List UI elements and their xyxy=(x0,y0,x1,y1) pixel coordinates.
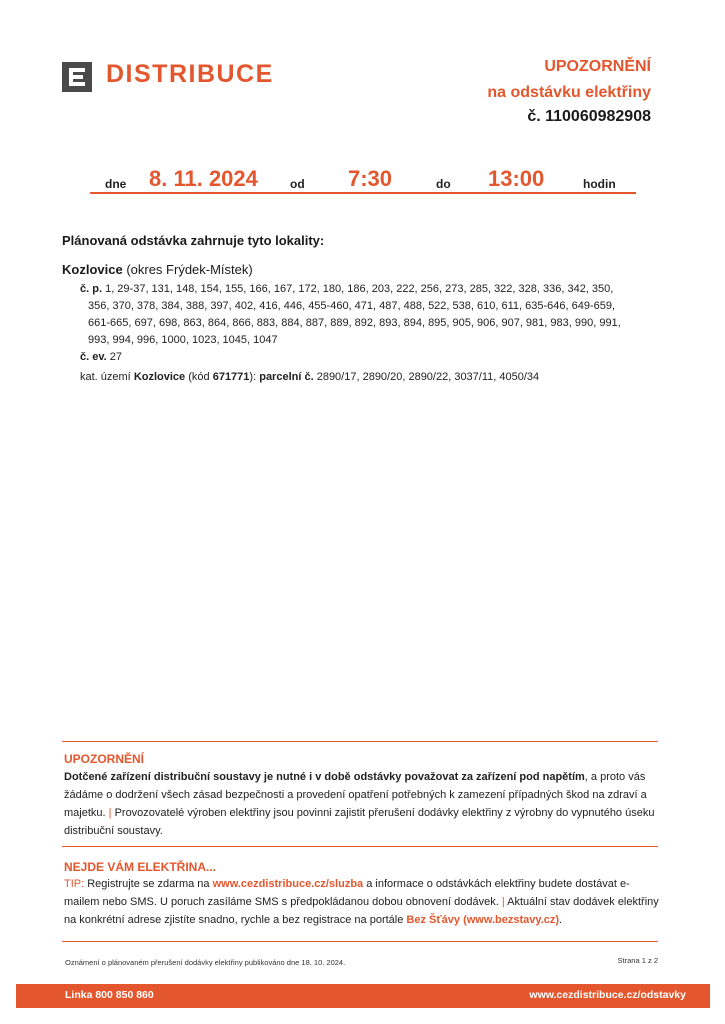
cadastral-line: kat. území Kozlovice (kód 671771): parcelní č. 2890/17, 2890/20, 2890/22, 3037/11, 4050/34 xyxy=(80,371,540,383)
cp-label: č. p. xyxy=(80,283,103,295)
tip-label: TIP: xyxy=(64,878,85,890)
cp-line-1: č. p. 1, 29-37, 131, 148, 154, 155, 166, 167, 172, 180, 186, 203, 222, 256, 273, 285, 322, 328, 336, 342, 350, xyxy=(80,283,614,295)
hotline[interactable]: Linka 800 850 860 xyxy=(65,989,154,1001)
dne-label: dne xyxy=(105,177,127,191)
cez-logo-icon xyxy=(62,62,92,92)
divider xyxy=(62,741,658,742)
warning-bold: Dotčené zařízení distribuční soustavy je nutné i v době odstávky považovat za zařízení pod napětím xyxy=(64,771,585,783)
page-number: Strana 1 z 2 xyxy=(617,956,658,965)
header-title: UPOZORNĚNÍ xyxy=(544,58,651,75)
ev-line xyxy=(80,349,660,366)
warning-title: UPOZORNĚNÍ xyxy=(64,752,145,766)
od-label: od xyxy=(290,177,305,191)
logo-text: DISTRIBUCE xyxy=(106,60,274,88)
outage-date: 8. 11. 2024 xyxy=(149,166,258,191)
ev-label: č. ev. xyxy=(80,351,107,363)
footer-url[interactable]: www.cezdistribuce.cz/odstavky xyxy=(529,989,686,1001)
village-district: (okres Frýdek-Místek) xyxy=(126,262,253,277)
localities-heading: Plánovaná odstávka zahrnuje tyto lokality: xyxy=(62,233,325,248)
notice-number: č. 110060982908 xyxy=(527,108,651,125)
do-label: do xyxy=(436,177,451,191)
warning-text: Dotčené zařízení distribuční soustavy je nutné i v době odstávky považovat za zařízení pod napětím, a proto vás žádáme o dodržení všech zásad bezpečnosti a provedení opatření potřebných k zamezení případných škod na zdraví a majetku. | Provozovatelé výroben elektřiny jsou povinni zajistit přerušení dodávky elektřiny z výrobny do vypnutého úseku distribuční soustavy. xyxy=(64,771,655,837)
divider xyxy=(62,941,658,942)
time-to: 13:00 xyxy=(488,166,545,191)
no-power-title: NEJDE VÁM ELEKTŘINA... xyxy=(64,860,217,874)
registration-link[interactable]: www.cezdistribuce.cz/sluzba xyxy=(212,878,364,890)
cp-line-3: 661-665, 697, 698, 863, 864, 866, 883, 884, 887, 889, 892, 893, 894, 895, 905, 906, 907, 981, 983, 990, 991, xyxy=(88,317,621,329)
cp-line-2: 356, 370, 378, 384, 388, 397, 402, 416, 446, 455-460, 471, 487, 488, 522, 538, 610, 611, 635-646, 649-659, xyxy=(88,300,616,312)
divider xyxy=(62,846,658,847)
portal-name: Bez Šťávy xyxy=(406,914,460,926)
time-from: 7:30 xyxy=(348,166,393,191)
bezstavy-link[interactable]: (www.bezstavy.cz) xyxy=(463,914,560,926)
parcel-values: 2890/17, 2890/20, 2890/22, 3037/11, 4050/34 xyxy=(316,371,540,383)
published-note: Oznámení o plánovaném přerušení dodávky elektřiny publikováno dne 18. 10. 2024. xyxy=(65,958,346,967)
village-line xyxy=(62,262,253,277)
hodin-label: hodin xyxy=(583,177,616,191)
cp-block xyxy=(80,281,660,366)
no-power-text: TIP: Registrujte se zdarma na www.cezdistribuce.cz/sluzba a informace o odstávkách elektřiny budete dostávat e-mailem nebo SMS. U poruch zasíláme SMS s předpokládanou dobou obnovení dodávek. | Aktuální stav dodávek elektřiny na konkrétní adrese zjistíte snadno, rychle a bez registrace na portále Bez Šťávy (www.bezstavy.cz). xyxy=(64,878,659,926)
ev-value: 27 xyxy=(109,351,123,363)
footer-bar xyxy=(16,984,710,1008)
cp-line-4: 993, 994, 996, 1000, 1023, 1045, 1047 xyxy=(88,334,278,346)
header-subtitle: na odstávku elektřiny xyxy=(487,84,651,101)
date-underline xyxy=(90,192,636,194)
village-name: Kozlovice xyxy=(62,262,123,277)
